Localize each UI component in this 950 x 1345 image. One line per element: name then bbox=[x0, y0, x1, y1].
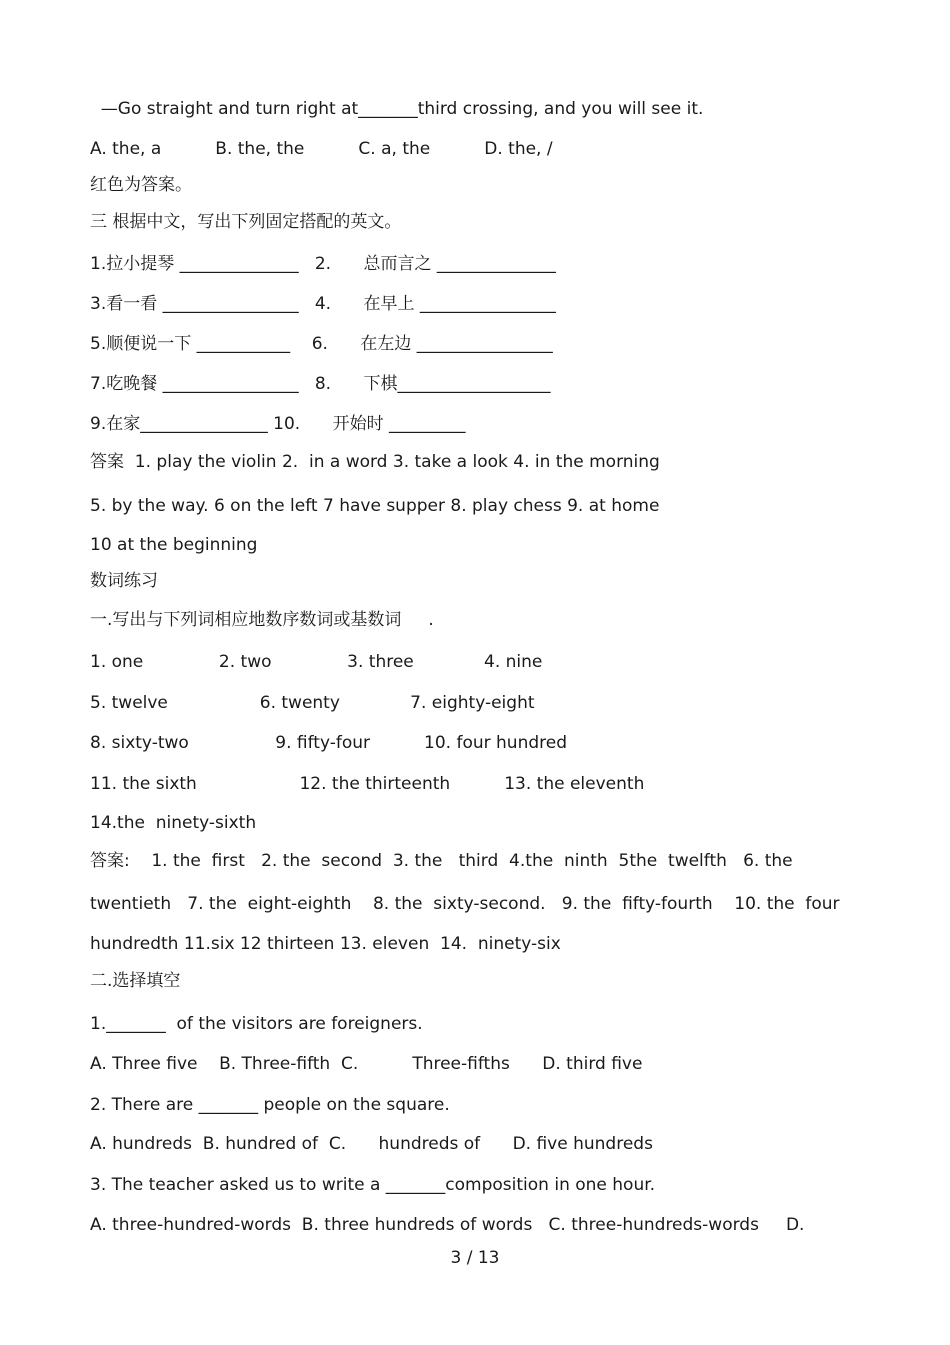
exercise-line: 9.在家_______________ 10. 开始时 _________ bbox=[90, 414, 466, 434]
section-heading: 三 根据中文，写出下列固定搭配的英文。 bbox=[90, 212, 402, 232]
question-line: 2. There are _______ people on the square. bbox=[90, 1095, 450, 1115]
exercise-line: 7.吃晚餐 ________________ 8. 下棋__________________ bbox=[90, 374, 551, 394]
exercise-line: 1.拉小提琴 ______________ 2. 总而言之 ______________ bbox=[90, 254, 556, 274]
exercise-line: 14.the ninety-sixth bbox=[90, 813, 257, 833]
answer-line: 5. by the way. 6 on the left 7 have supper 8. play chess 9. at home bbox=[90, 496, 660, 516]
question-line: —Go straight and turn right at_______third crossing, and you will see it. bbox=[90, 99, 704, 119]
exercise-line: 5.顺便说一下 ___________ 6. 在左边 ________________ bbox=[90, 334, 553, 354]
section-heading: 二.选择填空 bbox=[90, 971, 181, 991]
question-line: 3. The teacher asked us to write a _______composition in one hour. bbox=[90, 1175, 656, 1195]
answer-line: 10 at the beginning bbox=[90, 535, 258, 555]
answer-line: twentieth 7. the eight-eighth 8. the sixty-second. 9. the fifty-fourth 10. the four bbox=[90, 894, 840, 914]
exercise-line: 8. sixty-two 9. fifty-four 10. four hundred bbox=[90, 733, 567, 753]
options-line: A. the, a B. the, the C. a, the D. the, / bbox=[90, 139, 553, 159]
answer-line: hundredth 11.six 12 thirteen 13. eleven 14. ninety-six bbox=[90, 934, 561, 954]
exercise-line: 5. twelve 6. twenty 7. eighty-eight bbox=[90, 693, 535, 713]
exercise-line: 1. one 2. two 3. three 4. nine bbox=[90, 652, 543, 672]
section-heading: 数词练习 bbox=[90, 571, 158, 591]
exercise-line: 11. the sixth 12. the thirteenth 13. the eleventh bbox=[90, 774, 645, 794]
exercise-line: 3.看一看 ________________ 4. 在早上 ________________ bbox=[90, 294, 556, 314]
section-heading: 一.写出与下列词相应地数序数词或基数词 . bbox=[90, 610, 434, 630]
options-line: A. Three five B. Three-fifth C. Three-fifths D. third five bbox=[90, 1054, 643, 1074]
note-line: 红色为答案。 bbox=[90, 175, 192, 195]
page-number: 3 / 13 bbox=[450, 1248, 500, 1268]
answer-line: 答案 1. play the violin 2. in a word 3. take a look 4. in the morning bbox=[90, 452, 660, 472]
options-line: A. three-hundred-words B. three hundreds of words C. three-hundreds-words D. bbox=[90, 1215, 805, 1235]
options-line: A. hundreds B. hundred of C. hundreds of D. five hundreds bbox=[90, 1134, 653, 1154]
question-line: 1._______ of the visitors are foreigners. bbox=[90, 1014, 423, 1034]
answer-line: 答案: 1. the first 2. the second 3. the third 4.the ninth 5the twelfth 6. the bbox=[90, 851, 793, 871]
